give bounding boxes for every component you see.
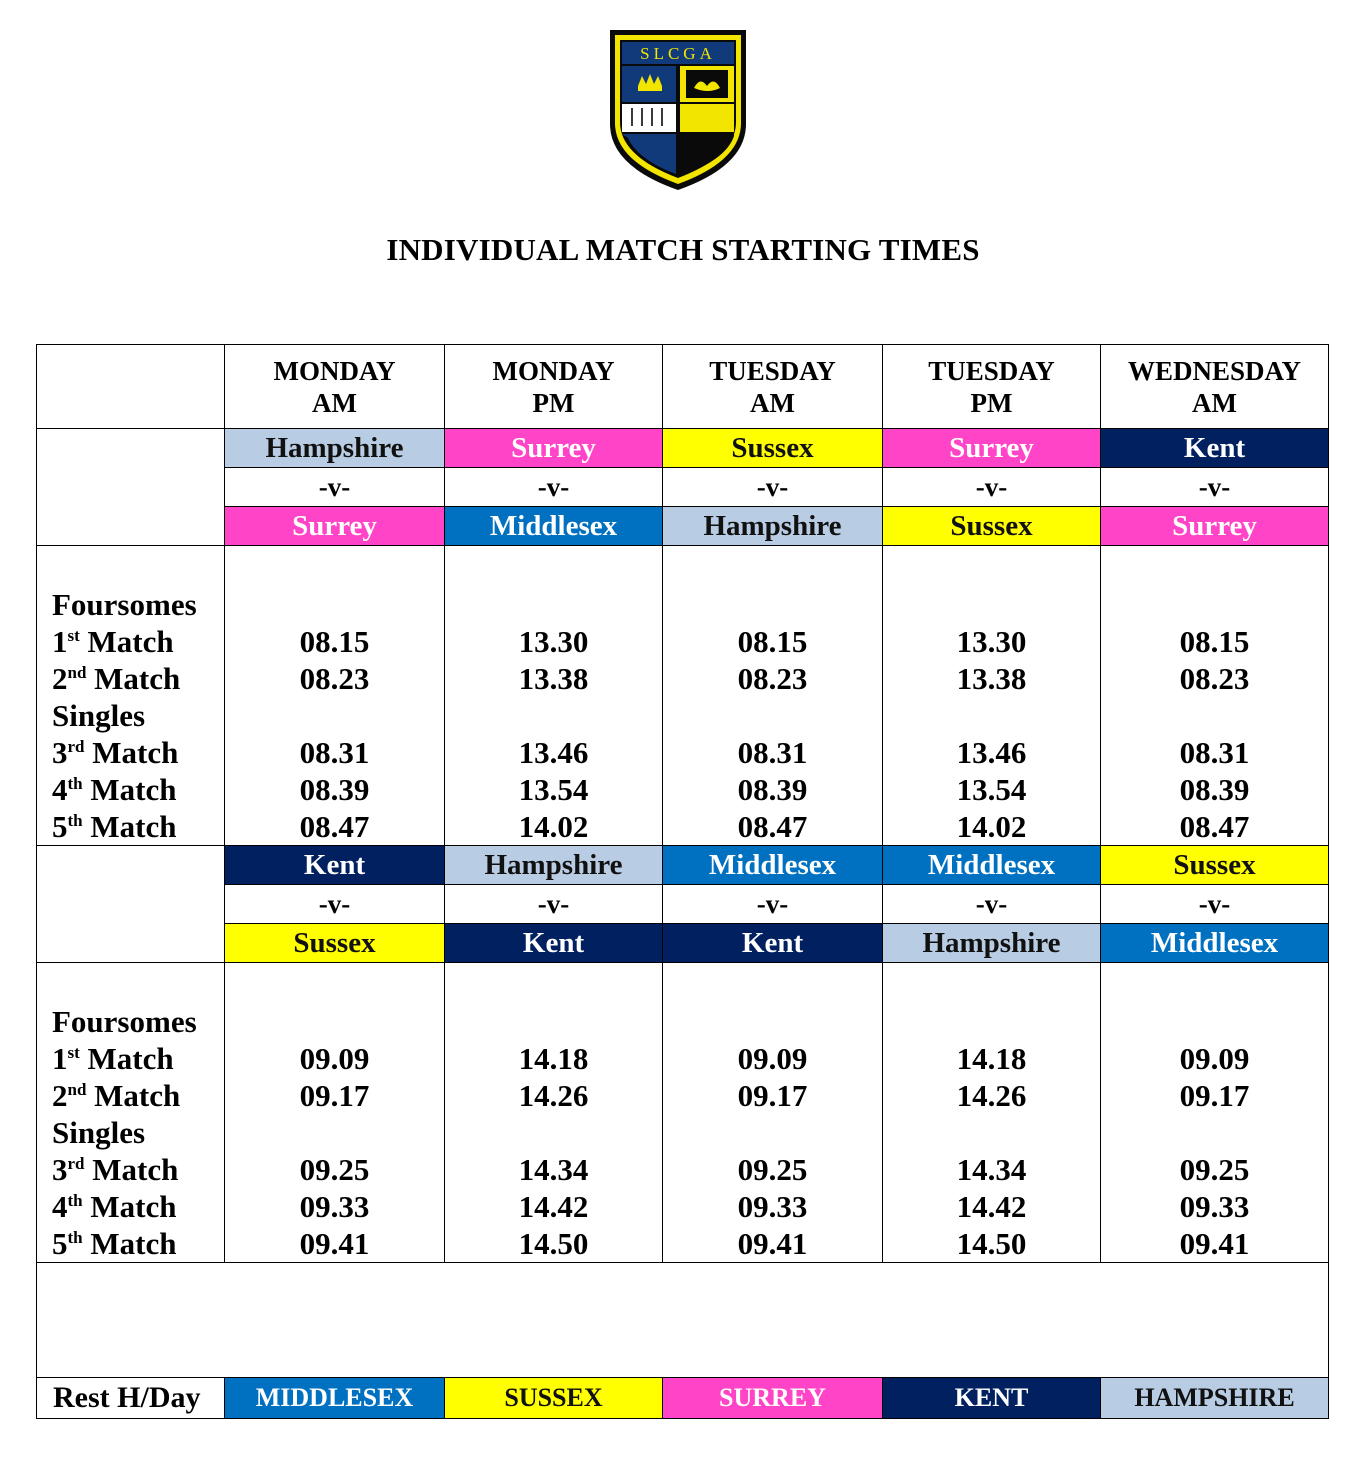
match-label: 4th Match — [52, 1189, 177, 1224]
versus-label: -v- — [1101, 468, 1329, 507]
session-day: MONDAY — [492, 355, 615, 386]
start-time: 08.23 — [737, 661, 808, 696]
match-labels — [37, 546, 225, 846]
fixture-label-cell — [37, 846, 225, 963]
versus-label: -v- — [1101, 885, 1329, 924]
start-time: 08.15 — [1179, 624, 1250, 659]
start-time: 09.41 — [1179, 1226, 1250, 1261]
start-times — [883, 546, 1101, 846]
start-time: 08.23 — [1179, 661, 1250, 696]
start-time: 08.15 — [299, 624, 370, 659]
start-times — [1101, 963, 1329, 1263]
start-time: 14.50 — [518, 1226, 589, 1261]
start-time: 09.25 — [1179, 1152, 1250, 1187]
start-times — [883, 963, 1101, 1263]
start-time: 14.26 — [518, 1078, 589, 1113]
slcga-crest-logo — [608, 28, 748, 192]
start-time: 09.09 — [737, 1041, 808, 1076]
start-time: 08.39 — [1179, 772, 1250, 807]
foursomes-label: Foursomes — [52, 587, 197, 622]
start-times — [225, 963, 445, 1263]
start-time: 14.34 — [956, 1152, 1027, 1187]
start-time: 13.30 — [956, 624, 1027, 659]
start-time: 14.34 — [518, 1152, 589, 1187]
home-team: Hampshire — [225, 429, 445, 468]
schedule-table — [36, 344, 1329, 1419]
away-team: Middlesex — [1101, 924, 1329, 963]
away-team: Sussex — [883, 507, 1101, 546]
start-time: 14.18 — [956, 1041, 1027, 1076]
start-time: 09.33 — [299, 1189, 370, 1224]
start-time: 08.23 — [299, 661, 370, 696]
session-day: TUESDAY — [709, 355, 836, 386]
start-time: 14.18 — [518, 1041, 589, 1076]
start-time: 09.41 — [737, 1226, 808, 1261]
start-time: 09.25 — [737, 1152, 808, 1187]
start-times — [663, 546, 883, 846]
versus-label: -v- — [883, 885, 1101, 924]
away-team: Hampshire — [663, 507, 883, 546]
start-time: 09.09 — [299, 1041, 370, 1076]
start-time: 14.26 — [956, 1078, 1027, 1113]
start-times — [445, 546, 663, 846]
rest-team: SUSSEX — [445, 1378, 663, 1419]
versus-label: -v- — [445, 885, 663, 924]
home-team: Middlesex — [663, 846, 883, 885]
session-header — [663, 345, 883, 429]
start-time: 09.17 — [737, 1078, 808, 1113]
away-team: Middlesex — [445, 507, 663, 546]
match-label: 1st Match — [52, 624, 174, 659]
start-time: 08.15 — [737, 624, 808, 659]
versus-label: -v- — [883, 468, 1101, 507]
versus-label: -v- — [225, 468, 445, 507]
away-team: Surrey — [1101, 507, 1329, 546]
start-times — [663, 963, 883, 1263]
session-day: MONDAY — [273, 355, 396, 386]
start-time: 13.46 — [518, 735, 589, 770]
rest-team: MIDDLESEX — [225, 1378, 445, 1419]
start-time: 08.39 — [299, 772, 370, 807]
home-team: Kent — [225, 846, 445, 885]
session-header — [225, 345, 445, 429]
match-label: 4th Match — [52, 772, 177, 807]
away-team: Kent — [445, 924, 663, 963]
start-time: 08.31 — [299, 735, 370, 770]
rest-team: SURREY — [663, 1378, 883, 1419]
session-header — [1101, 345, 1329, 429]
start-time: 13.54 — [518, 772, 589, 807]
header-corner — [37, 345, 225, 429]
match-label: 3rd Match — [52, 1152, 179, 1187]
home-team: Kent — [1101, 429, 1329, 468]
start-times — [225, 546, 445, 846]
start-times — [445, 963, 663, 1263]
match-label: 5th Match — [52, 809, 177, 844]
blank-section — [37, 1263, 1329, 1378]
match-label: 1st Match — [52, 1041, 174, 1076]
rest-day-label: Rest H/Day — [37, 1378, 225, 1419]
versus-label: -v- — [225, 885, 445, 924]
session-header — [883, 345, 1101, 429]
start-time: 14.42 — [956, 1189, 1027, 1224]
singles-label: Singles — [52, 698, 146, 733]
away-team: Hampshire — [883, 924, 1101, 963]
start-time: 08.47 — [299, 809, 370, 844]
match-label: 5th Match — [52, 1226, 177, 1261]
start-time: 13.54 — [956, 772, 1027, 807]
versus-label: -v- — [663, 468, 883, 507]
away-team: Surrey — [225, 507, 445, 546]
session-day: TUESDAY — [928, 355, 1055, 386]
start-times — [1101, 546, 1329, 846]
session-period: PM — [970, 387, 1013, 418]
away-team: Kent — [663, 924, 883, 963]
versus-label: -v- — [445, 468, 663, 507]
start-time: 13.38 — [518, 661, 589, 696]
away-team: Sussex — [225, 924, 445, 963]
home-team: Sussex — [663, 429, 883, 468]
start-time: 09.33 — [737, 1189, 808, 1224]
foursomes-label: Foursomes — [52, 1004, 197, 1039]
match-label: 3rd Match — [52, 735, 179, 770]
session-period: AM — [312, 387, 357, 418]
start-time: 09.25 — [299, 1152, 370, 1187]
start-time: 09.17 — [1179, 1078, 1250, 1113]
start-time: 13.46 — [956, 735, 1027, 770]
page-title: INDIVIDUAL MATCH STARTING TIMES — [386, 232, 980, 267]
match-labels — [37, 963, 225, 1263]
home-team: Sussex — [1101, 846, 1329, 885]
start-time: 08.31 — [1179, 735, 1250, 770]
session-header — [445, 345, 663, 429]
start-time: 14.02 — [518, 809, 589, 844]
start-time: 08.39 — [737, 772, 808, 807]
rest-team: KENT — [883, 1378, 1101, 1419]
start-time: 08.31 — [737, 735, 808, 770]
start-time: 09.33 — [1179, 1189, 1250, 1224]
start-time: 08.47 — [1179, 809, 1250, 844]
rest-team: HAMPSHIRE — [1101, 1378, 1329, 1419]
singles-label: Singles — [52, 1115, 146, 1150]
start-time: 09.17 — [299, 1078, 370, 1113]
session-day: WEDNESDAY — [1127, 355, 1302, 386]
match-label: 2nd Match — [52, 1078, 181, 1113]
match-label: 2nd Match — [52, 661, 181, 696]
session-period: AM — [750, 387, 795, 418]
start-time: 14.42 — [518, 1189, 589, 1224]
start-time: 09.09 — [1179, 1041, 1250, 1076]
start-time: 14.50 — [956, 1226, 1027, 1261]
start-time: 14.02 — [956, 809, 1027, 844]
start-time: 13.38 — [956, 661, 1027, 696]
versus-label: -v- — [663, 885, 883, 924]
session-period: PM — [532, 387, 575, 418]
start-time: 09.41 — [299, 1226, 370, 1261]
fixture-label-cell — [37, 429, 225, 546]
home-team: Surrey — [445, 429, 663, 468]
start-time: 13.30 — [518, 624, 589, 659]
session-period: AM — [1192, 387, 1237, 418]
home-team: Middlesex — [883, 846, 1101, 885]
svg-text:SLCGA: SLCGA — [640, 44, 716, 63]
start-time: 08.47 — [737, 809, 808, 844]
home-team: Surrey — [883, 429, 1101, 468]
home-team: Hampshire — [445, 846, 663, 885]
